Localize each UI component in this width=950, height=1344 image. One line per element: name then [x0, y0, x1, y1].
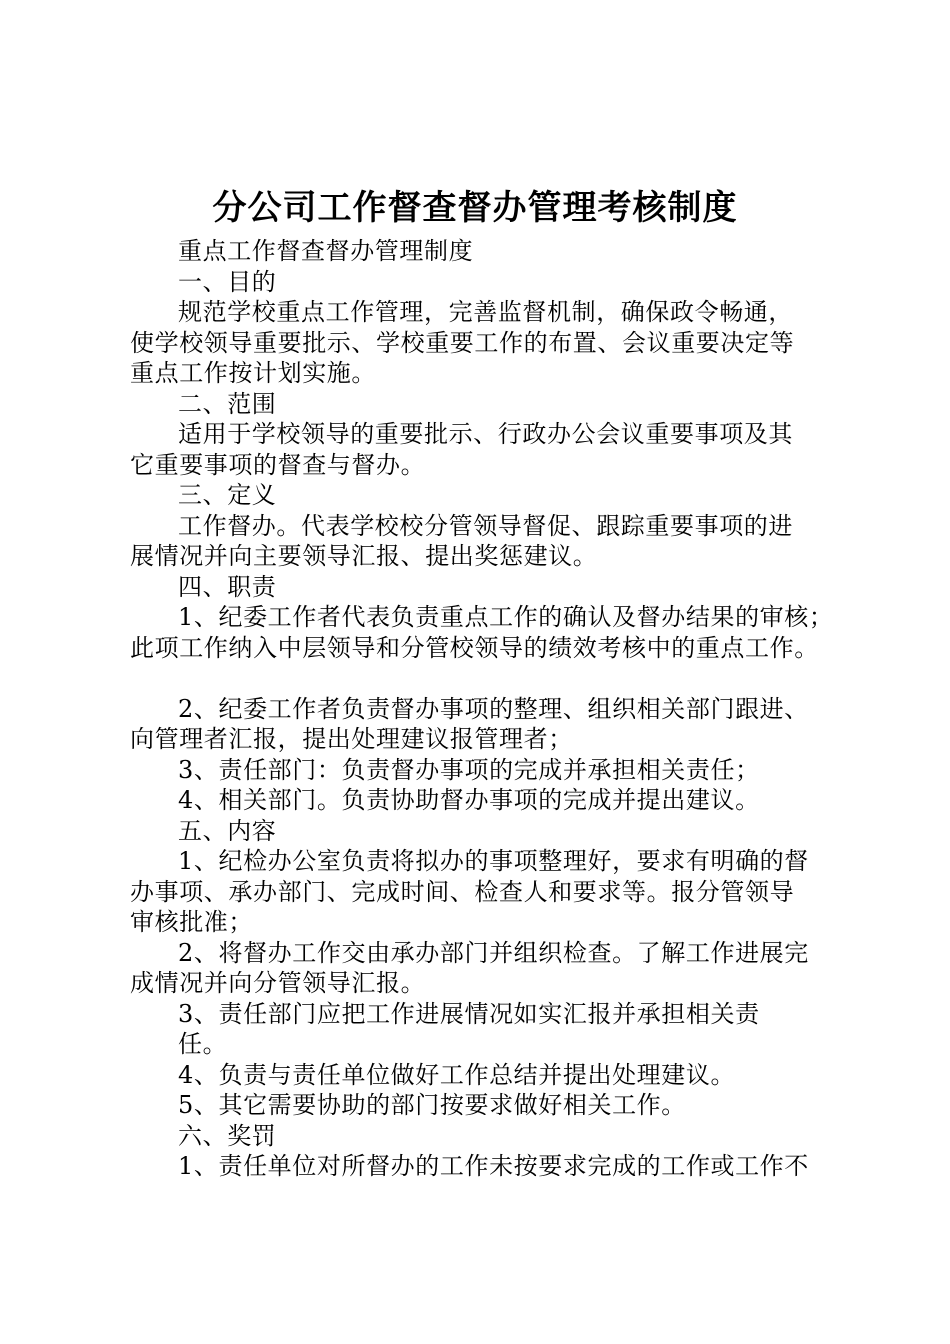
paragraph-line: 2、纪委工作者负责督办事项的整理、组织相关部门跟进、 — [178, 694, 809, 723]
paragraph-line: 1、责任单位对所督办的工作未按要求完成的工作或工作不 — [178, 1152, 809, 1180]
subtitle-line: 重点工作督查督办管理制度 — [178, 237, 474, 265]
paragraph-line: 办事项、承办部门、完成时间、检查人和要求等。报分管领导 — [130, 877, 795, 906]
paragraph-line: 使学校领导重要批示、学校重要工作的布置、会议重要决定等 — [130, 328, 795, 357]
paragraph-line: 4、相关部门。负责协助督办事项的完成并提出建议。 — [178, 786, 760, 814]
paragraph-line: 成情况并向分管领导汇报。 — [130, 969, 426, 997]
paragraph-line: 审核批准； — [130, 908, 253, 936]
paragraph-line: 向管理者汇报，提出处理建议报管理者； — [130, 725, 573, 753]
document-body — [130, 236, 850, 1182]
paragraph-line: 2、将督办工作交由承办部门并组织检查。了解工作进展完 — [178, 938, 809, 967]
section-heading: 一、目的 — [178, 267, 277, 296]
document-title: 分公司工作督查督办管理考核制度 — [212, 188, 738, 228]
paragraph-line: 它重要事项的督查与督办。 — [130, 450, 426, 479]
paragraph-line: 4、负责与责任单位做好工作总结并提出处理建议。 — [178, 1060, 736, 1089]
section-heading: 二、范围 — [178, 389, 277, 418]
section-heading: 五、内容 — [178, 816, 277, 845]
section-heading: 四、职责 — [178, 572, 277, 601]
paragraph-line: 1、纪检办公室负责将拟办的事项整理好，要求有明确的督 — [178, 847, 809, 875]
paragraph-line: 展情况并向主要领导汇报、提出奖惩建议。 — [130, 542, 598, 570]
paragraph-line: 此项工作纳入中层领导和分管校领导的绩效考核中的重点工作。 — [130, 633, 819, 662]
paragraph-line: 3、责任部门：负责督办事项的完成并承担相关责任； — [178, 755, 760, 784]
paragraph-line: 任。 — [178, 1030, 228, 1058]
paragraph-line: 规范学校重点工作管理，完善监督机制，确保政令畅通， — [178, 298, 793, 326]
paragraph-line: 重点工作按计划实施。 — [130, 359, 376, 387]
paragraph-line: 1、纪委工作者代表负责重点工作的确认及督办结果的审核； — [178, 603, 834, 631]
paragraph-line: 5、其它需要协助的部门按要求做好相关工作。 — [178, 1091, 686, 1119]
section-heading: 六、奖罚 — [178, 1121, 277, 1150]
blank-line — [130, 663, 850, 694]
paragraph-line: 工作督办。代表学校校分管领导督促、跟踪重要事项的进 — [178, 511, 793, 540]
paragraph-line: 适用于学校领导的重要批示、行政办公会议重要事项及其 — [178, 420, 793, 448]
section-heading: 三、定义 — [178, 481, 277, 509]
paragraph-line: 3、责任部门应把工作进展情况如实汇报并承担相关责 — [178, 999, 760, 1028]
